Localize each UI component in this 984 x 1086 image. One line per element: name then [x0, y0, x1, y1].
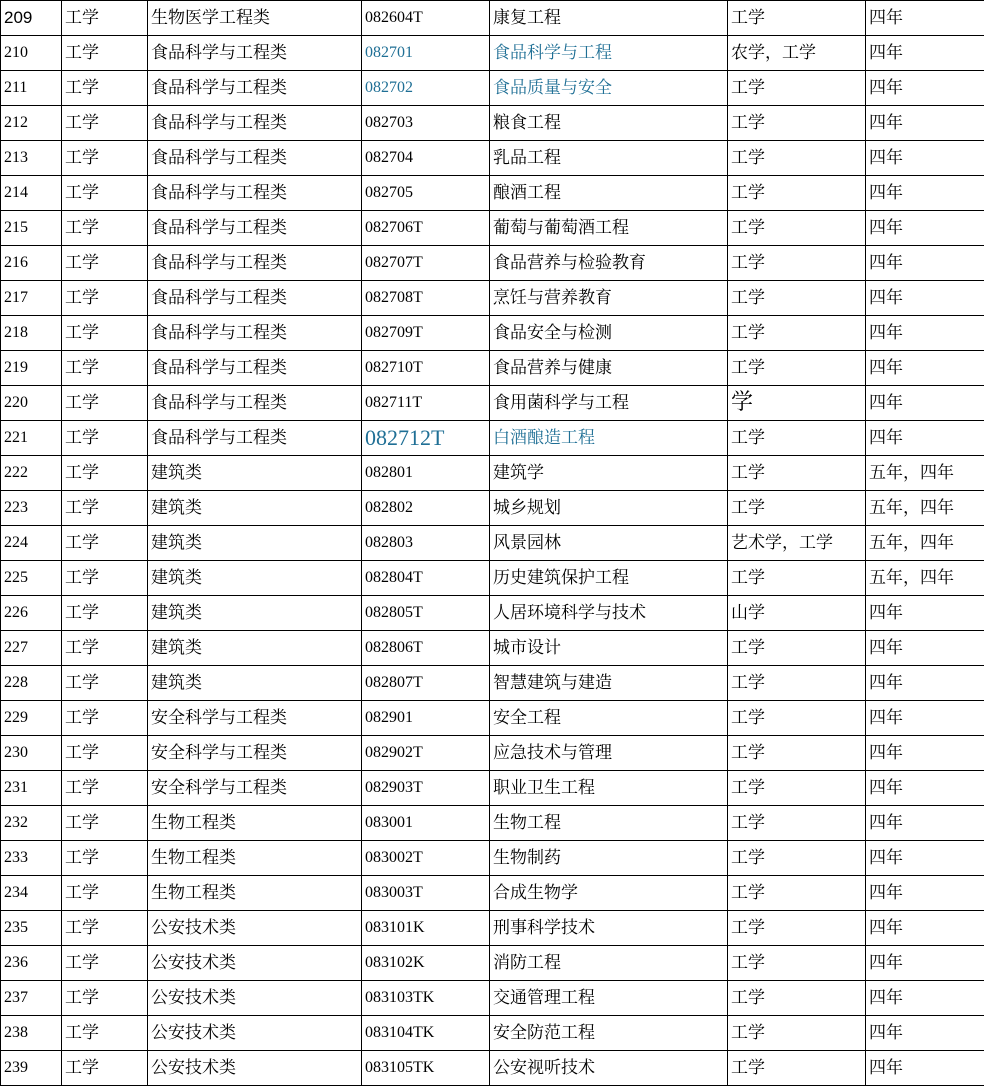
- cell-major-code: 083103TK: [362, 981, 490, 1016]
- cell-major-code: 082805T: [362, 596, 490, 631]
- table-row: [1, 981, 984, 1016]
- cell-degree: 工学: [728, 701, 866, 736]
- cell-duration: 五年，四年: [866, 456, 984, 491]
- cell-major-name: 葡萄与葡萄酒工程: [490, 211, 728, 246]
- cell-discipline-class: 食品科学与工程类: [148, 141, 362, 176]
- cell-major-code: 082804T: [362, 561, 490, 596]
- table-row: [1, 736, 984, 771]
- cell-duration: 四年: [866, 316, 984, 351]
- table-row: [1, 351, 984, 386]
- cell-degree: 工学: [728, 246, 866, 281]
- cell-number: 214: [1, 176, 62, 211]
- cell-major-name: 公安视听技术: [490, 1051, 728, 1086]
- cell-duration: 四年: [866, 736, 984, 771]
- cell-major-code: 082708T: [362, 281, 490, 316]
- cell-category: 工学: [62, 456, 148, 491]
- table-row: [1, 281, 984, 316]
- table-row: [1, 666, 984, 701]
- cell-category: 工学: [62, 351, 148, 386]
- cell-number: 219: [1, 351, 62, 386]
- cell-major-code: 082711T: [362, 386, 490, 421]
- cell-discipline-class: 食品科学与工程类: [148, 36, 362, 71]
- cell-discipline-class: 公安技术类: [148, 911, 362, 946]
- cell-major-code: 082709T: [362, 316, 490, 351]
- cell-major-code: 082701: [362, 36, 490, 71]
- cell-category: 工学: [62, 841, 148, 876]
- cell-major-name: 建筑学: [490, 456, 728, 491]
- cell-number: 221: [1, 421, 62, 456]
- cell-major-code: 083105TK: [362, 1051, 490, 1086]
- cell-number: 218: [1, 316, 62, 351]
- cell-discipline-class: 生物工程类: [148, 806, 362, 841]
- table-row: [1, 106, 984, 141]
- cell-duration: 四年: [866, 36, 984, 71]
- cell-degree: 工学: [728, 841, 866, 876]
- cell-major-code: 082902T: [362, 736, 490, 771]
- table-row: [1, 806, 984, 841]
- table-row: [1, 421, 984, 456]
- cell-discipline-class: 建筑类: [148, 666, 362, 701]
- cell-category: 工学: [62, 876, 148, 911]
- cell-discipline-class: 食品科学与工程类: [148, 351, 362, 386]
- cell-major-name: 食品安全与检测: [490, 316, 728, 351]
- cell-discipline-class: 建筑类: [148, 596, 362, 631]
- cell-duration: 四年: [866, 1051, 984, 1086]
- cell-discipline-class: 安全科学与工程类: [148, 736, 362, 771]
- cell-category: 工学: [62, 176, 148, 211]
- cell-number: 212: [1, 106, 62, 141]
- cell-degree: 工学: [728, 351, 866, 386]
- cell-degree: 工学: [728, 316, 866, 351]
- cell-degree: 工学: [728, 1016, 866, 1051]
- cell-major-name: 烹饪与营养教育: [490, 281, 728, 316]
- cell-number: 237: [1, 981, 62, 1016]
- cell-major-code: 082901: [362, 701, 490, 736]
- cell-duration: 四年: [866, 141, 984, 176]
- cell-duration: 四年: [866, 911, 984, 946]
- table-row: [1, 1051, 984, 1086]
- cell-degree: 工学: [728, 561, 866, 596]
- cell-number: 223: [1, 491, 62, 526]
- table-row: [1, 946, 984, 981]
- cell-category: 工学: [62, 771, 148, 806]
- cell-major-code: 082704: [362, 141, 490, 176]
- cell-major-name: 生物工程: [490, 806, 728, 841]
- cell-duration: 四年: [866, 841, 984, 876]
- cell-degree: 工学: [728, 806, 866, 841]
- cell-number: 229: [1, 701, 62, 736]
- cell-major-name: 城市设计: [490, 631, 728, 666]
- table-row: [1, 771, 984, 806]
- cell-duration: 四年: [866, 421, 984, 456]
- cell-major-name: 城乡规划: [490, 491, 728, 526]
- cell-major-name: 风景园林: [490, 526, 728, 561]
- cell-major-name: 安全防范工程: [490, 1016, 728, 1051]
- table-row: [1, 876, 984, 911]
- cell-major-name: 白酒酿造工程: [490, 421, 728, 456]
- cell-number: 234: [1, 876, 62, 911]
- cell-discipline-class: 食品科学与工程类: [148, 316, 362, 351]
- cell-category: 工学: [62, 211, 148, 246]
- cell-major-name: 应急技术与管理: [490, 736, 728, 771]
- cell-major-name: 康复工程: [490, 1, 728, 36]
- table-row: [1, 1, 984, 36]
- cell-category: 工学: [62, 561, 148, 596]
- cell-category: 工学: [62, 491, 148, 526]
- cell-major-code: 082807T: [362, 666, 490, 701]
- cell-discipline-class: 建筑类: [148, 561, 362, 596]
- cell-degree: 山学: [728, 596, 866, 631]
- cell-degree: 工学: [728, 456, 866, 491]
- table-row: [1, 526, 984, 561]
- cell-discipline-class: 公安技术类: [148, 1051, 362, 1086]
- cell-degree: 工学: [728, 141, 866, 176]
- cell-number: 216: [1, 246, 62, 281]
- cell-category: 工学: [62, 71, 148, 106]
- cell-number: 231: [1, 771, 62, 806]
- cell-number: 235: [1, 911, 62, 946]
- cell-discipline-class: 生物工程类: [148, 876, 362, 911]
- cell-major-code: 082707T: [362, 246, 490, 281]
- table-row: [1, 596, 984, 631]
- cell-degree: 工学: [728, 1, 866, 36]
- cell-degree: 工学: [728, 981, 866, 1016]
- cell-discipline-class: 生物医学工程类: [148, 1, 362, 36]
- cell-major-name: 人居环境科学与技术: [490, 596, 728, 631]
- cell-major-name: 生物制药: [490, 841, 728, 876]
- cell-major-name: 交通管理工程: [490, 981, 728, 1016]
- cell-category: 工学: [62, 736, 148, 771]
- cell-number: 230: [1, 736, 62, 771]
- cell-major-name: 安全工程: [490, 701, 728, 736]
- cell-discipline-class: 生物工程类: [148, 841, 362, 876]
- cell-degree: 工学: [728, 176, 866, 211]
- cell-major-name: 职业卫生工程: [490, 771, 728, 806]
- cell-major-name: 历史建筑保护工程: [490, 561, 728, 596]
- cell-duration: 四年: [866, 666, 984, 701]
- cell-degree: 工学: [728, 421, 866, 456]
- cell-category: 工学: [62, 106, 148, 141]
- cell-number: 226: [1, 596, 62, 631]
- cell-discipline-class: 安全科学与工程类: [148, 771, 362, 806]
- cell-duration: 五年，四年: [866, 491, 984, 526]
- cell-duration: 五年，四年: [866, 526, 984, 561]
- cell-number: 228: [1, 666, 62, 701]
- cell-major-name: 乳品工程: [490, 141, 728, 176]
- cell-major-name: 食用菌科学与工程: [490, 386, 728, 421]
- table-row: [1, 316, 984, 351]
- cell-category: 工学: [62, 981, 148, 1016]
- cell-number: 213: [1, 141, 62, 176]
- cell-major-name: 食品质量与安全: [490, 71, 728, 106]
- cell-category: 工学: [62, 141, 148, 176]
- cell-major-code: 082903T: [362, 771, 490, 806]
- cell-number: 232: [1, 806, 62, 841]
- cell-major-code: 082712T: [362, 421, 490, 456]
- cell-duration: 四年: [866, 211, 984, 246]
- cell-discipline-class: 食品科学与工程类: [148, 106, 362, 141]
- cell-degree: 工学: [728, 211, 866, 246]
- cell-number: 227: [1, 631, 62, 666]
- cell-degree: 工学: [728, 631, 866, 666]
- cell-major-name: 食品营养与健康: [490, 351, 728, 386]
- cell-discipline-class: 食品科学与工程类: [148, 386, 362, 421]
- table-row: [1, 911, 984, 946]
- cell-duration: 四年: [866, 771, 984, 806]
- cell-category: 工学: [62, 386, 148, 421]
- cell-number: 215: [1, 211, 62, 246]
- cell-duration: 四年: [866, 71, 984, 106]
- cell-duration: 四年: [866, 946, 984, 981]
- cell-degree: 工学: [728, 736, 866, 771]
- cell-major-code: 082703: [362, 106, 490, 141]
- table-body: [1, 1, 984, 1086]
- cell-major-code: 083002T: [362, 841, 490, 876]
- table-row: [1, 246, 984, 281]
- cell-major-code: 083101K: [362, 911, 490, 946]
- cell-discipline-class: 建筑类: [148, 491, 362, 526]
- cell-degree: 工学: [728, 876, 866, 911]
- cell-major-code: 083001: [362, 806, 490, 841]
- cell-number: 222: [1, 456, 62, 491]
- cell-major-code: 082604T: [362, 1, 490, 36]
- cell-number: 217: [1, 281, 62, 316]
- table-row: [1, 211, 984, 246]
- cell-major-code: 082802: [362, 491, 490, 526]
- table-row: [1, 456, 984, 491]
- cell-major-code: 083003T: [362, 876, 490, 911]
- cell-major-code: 083104TK: [362, 1016, 490, 1051]
- cell-duration: 四年: [866, 351, 984, 386]
- cell-duration: 四年: [866, 1016, 984, 1051]
- cell-discipline-class: 食品科学与工程类: [148, 176, 362, 211]
- cell-major-code: 082702: [362, 71, 490, 106]
- cell-major-name: 粮食工程: [490, 106, 728, 141]
- table-row: [1, 631, 984, 666]
- cell-discipline-class: 公安技术类: [148, 981, 362, 1016]
- table-row: [1, 176, 984, 211]
- cell-category: 工学: [62, 631, 148, 666]
- cell-major-name: 合成生物学: [490, 876, 728, 911]
- cell-degree: 艺术学，工学: [728, 526, 866, 561]
- cell-degree: 工学: [728, 911, 866, 946]
- cell-major-name: 食品营养与检验教育: [490, 246, 728, 281]
- cell-number: 220: [1, 386, 62, 421]
- cell-degree: 工学: [728, 491, 866, 526]
- cell-duration: 四年: [866, 596, 984, 631]
- cell-major-code: 082705: [362, 176, 490, 211]
- table-row: [1, 141, 984, 176]
- table-row: [1, 1016, 984, 1051]
- cell-major-code: 082803: [362, 526, 490, 561]
- cell-discipline-class: 建筑类: [148, 456, 362, 491]
- cell-category: 工学: [62, 526, 148, 561]
- cell-duration: 四年: [866, 106, 984, 141]
- cell-duration: 四年: [866, 246, 984, 281]
- cell-duration: 四年: [866, 281, 984, 316]
- cell-duration: 五年，四年: [866, 561, 984, 596]
- cell-duration: 四年: [866, 1, 984, 36]
- cell-degree: 工学: [728, 71, 866, 106]
- cell-category: 工学: [62, 1051, 148, 1086]
- cell-number: 224: [1, 526, 62, 561]
- table-row: [1, 491, 984, 526]
- cell-degree: 农学，工学: [728, 36, 866, 71]
- cell-major-code: 082806T: [362, 631, 490, 666]
- table-row: [1, 71, 984, 106]
- cell-category: 工学: [62, 281, 148, 316]
- cell-degree: 工学: [728, 666, 866, 701]
- cell-discipline-class: 建筑类: [148, 526, 362, 561]
- cell-number: 238: [1, 1016, 62, 1051]
- cell-major-name: 食品科学与工程: [490, 36, 728, 71]
- cell-discipline-class: 安全科学与工程类: [148, 701, 362, 736]
- cell-major-code: 082710T: [362, 351, 490, 386]
- cell-duration: 四年: [866, 176, 984, 211]
- cell-number: 210: [1, 36, 62, 71]
- table-row: [1, 701, 984, 736]
- cell-number: 211: [1, 71, 62, 106]
- cell-number: 233: [1, 841, 62, 876]
- cell-major-code: 083102K: [362, 946, 490, 981]
- cell-category: 工学: [62, 701, 148, 736]
- cell-degree: 工学: [728, 946, 866, 981]
- cell-category: 工学: [62, 1016, 148, 1051]
- cell-number: 209: [1, 1, 62, 36]
- cell-number: 225: [1, 561, 62, 596]
- cell-category: 工学: [62, 316, 148, 351]
- cell-discipline-class: 食品科学与工程类: [148, 421, 362, 456]
- table-row: [1, 841, 984, 876]
- cell-category: 工学: [62, 666, 148, 701]
- cell-discipline-class: 公安技术类: [148, 946, 362, 981]
- cell-number: 236: [1, 946, 62, 981]
- cell-category: 工学: [62, 596, 148, 631]
- cell-discipline-class: 食品科学与工程类: [148, 246, 362, 281]
- table-row: [1, 386, 984, 421]
- cell-category: 工学: [62, 36, 148, 71]
- cell-duration: 四年: [866, 701, 984, 736]
- table-row: [1, 36, 984, 71]
- cell-degree: 工学: [728, 1051, 866, 1086]
- cell-major-name: 酿酒工程: [490, 176, 728, 211]
- cell-duration: 四年: [866, 631, 984, 666]
- cell-major-name: 智慧建筑与建造: [490, 666, 728, 701]
- cell-major-code: 082801: [362, 456, 490, 491]
- cell-category: 工学: [62, 806, 148, 841]
- cell-duration: 四年: [866, 386, 984, 421]
- cell-discipline-class: 建筑类: [148, 631, 362, 666]
- cell-category: 工学: [62, 911, 148, 946]
- cell-discipline-class: 食品科学与工程类: [148, 211, 362, 246]
- cell-duration: 四年: [866, 806, 984, 841]
- cell-degree: 工学: [728, 771, 866, 806]
- table-row: [1, 561, 984, 596]
- cell-duration: 四年: [866, 981, 984, 1016]
- cell-discipline-class: 公安技术类: [148, 1016, 362, 1051]
- cell-category: 工学: [62, 946, 148, 981]
- cell-category: 工学: [62, 1, 148, 36]
- cell-major-name: 消防工程: [490, 946, 728, 981]
- cell-category: 工学: [62, 421, 148, 456]
- cell-discipline-class: 食品科学与工程类: [148, 71, 362, 106]
- cell-duration: 四年: [866, 876, 984, 911]
- cell-major-code: 082706T: [362, 211, 490, 246]
- cell-number: 239: [1, 1051, 62, 1086]
- cell-category: 工学: [62, 246, 148, 281]
- cell-degree: 学: [728, 386, 866, 421]
- cell-discipline-class: 食品科学与工程类: [148, 281, 362, 316]
- cell-degree: 工学: [728, 106, 866, 141]
- cell-major-name: 刑事科学技术: [490, 911, 728, 946]
- cell-degree: 工学: [728, 281, 866, 316]
